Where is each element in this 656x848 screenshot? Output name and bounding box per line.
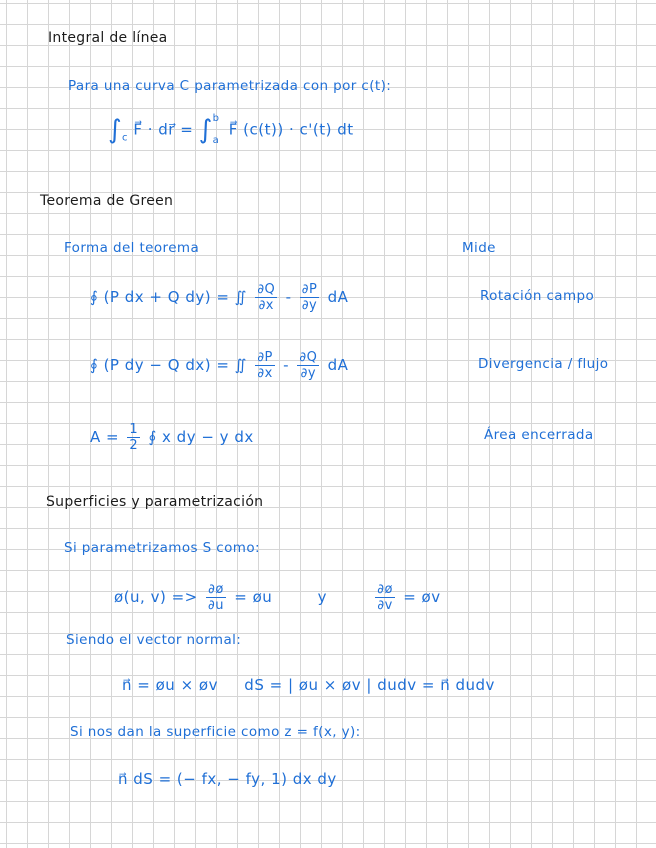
surfaces-param (114, 582, 441, 613)
frac-1-num: ∂Q (257, 282, 276, 297)
integral-sign-2: ∫ (198, 115, 213, 145)
upper-limit: b (212, 113, 220, 124)
frac-3 (255, 350, 275, 381)
green-col-form: Forma del teorema (64, 240, 200, 256)
integral-sub: c (122, 132, 129, 144)
param-connector: y (317, 588, 327, 606)
frac-half (127, 422, 140, 453)
frac-2-num: ∂P (301, 282, 318, 297)
normal-intro: Siendo el vector normal: (66, 632, 242, 648)
param-eq2: = øv (403, 588, 441, 606)
frac-phi-v-den: ∂v (377, 598, 393, 613)
green-measure-2: Divergencia / flujo (478, 356, 609, 372)
green-col-measure: Mide (462, 240, 496, 256)
line-integral-formula (108, 108, 354, 152)
param-lhs: ø(u, v) => (114, 588, 198, 606)
lower-limit: a (212, 135, 220, 146)
green-measure-1: Rotación campo (480, 288, 595, 304)
green-measure-3: Área encerrada (484, 427, 594, 443)
frac-4-num: ∂Q (299, 350, 318, 365)
frac-1 (255, 282, 277, 313)
surface-formula: n⃗ dS = (− fx, − fy, 1) dx dy (118, 770, 337, 788)
frac-half-num: 1 (129, 422, 139, 437)
heading-surfaces: Superficies y parametrización (46, 494, 264, 510)
frac-phi-v (375, 582, 395, 613)
frac-3-den: ∂x (257, 366, 273, 381)
green-row-2 (90, 350, 348, 381)
frac-2 (300, 282, 320, 313)
frac-4 (297, 350, 319, 381)
green-row-2-tail: dA (327, 356, 349, 374)
frac-half-den: 2 (129, 438, 139, 453)
green-area (90, 422, 254, 453)
line-integral-intro: Para una curva C parametrizada con por c(t): (68, 78, 392, 94)
green-row-1-op: - (285, 288, 292, 306)
area-rhs: ∮ x dy − y dx (148, 428, 254, 446)
frac-phi-u (206, 582, 226, 613)
frac-4-den: ∂y (300, 366, 317, 381)
heading-green: Teorema de Green (40, 193, 174, 209)
green-row-2-op: - (283, 356, 290, 374)
heading-line-integral: Integral de línea (48, 30, 168, 46)
green-row-1-lhs: ∮ (P dx + Q dy) = ∬ (90, 288, 248, 306)
line-integral-rhs: F⃗ (c(t)) · c'(t) dt (228, 120, 354, 139)
frac-phi-v-num: ∂ø (377, 582, 393, 597)
frac-phi-u-den: ∂u (208, 598, 224, 613)
normal-formula: n⃗ = øu × øv dS = | øu × øv | dudv = n⃗ dudv (122, 676, 495, 694)
line-integral-lhs: F⃗ · dr⃗ = (133, 120, 194, 139)
area-lhs: A = (90, 428, 120, 446)
integral-limits (213, 108, 220, 152)
param-eq1: = øu (234, 588, 273, 606)
integral-sign: ∫ (108, 115, 123, 145)
green-row-1 (90, 282, 348, 313)
frac-3-num: ∂P (257, 350, 273, 365)
surfaces-intro: Si parametrizamos S como: (64, 540, 260, 556)
frac-2-den: ∂y (301, 298, 318, 313)
green-row-2-lhs: ∮ (P dy − Q dx) = ∬ (90, 356, 248, 374)
surface-intro: Si nos dan la superficie como z = f(x, y): (70, 724, 361, 740)
green-row-1-tail: dA (327, 288, 349, 306)
frac-phi-u-num: ∂ø (208, 582, 224, 597)
frac-1-den: ∂x (258, 298, 274, 313)
